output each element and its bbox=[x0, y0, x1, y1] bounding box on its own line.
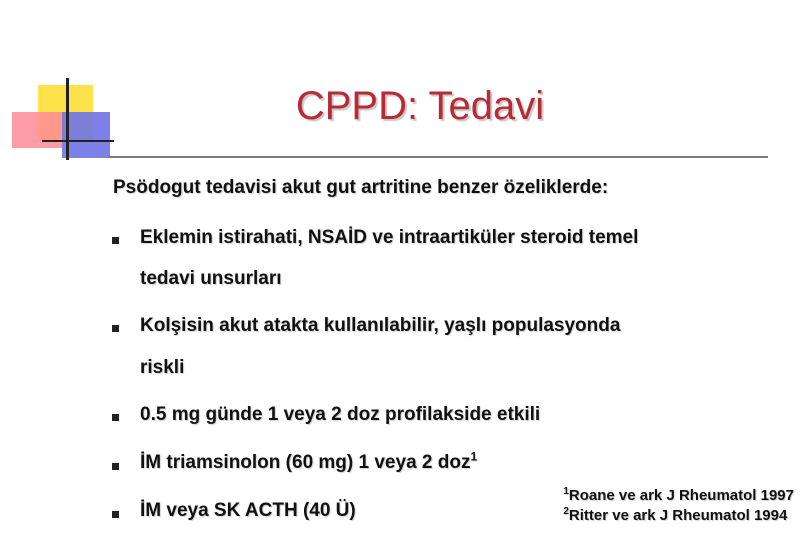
bullet-text: Kolşisin akut atakta kullanılabilir, yaşlı populasyonda bbox=[140, 315, 621, 336]
logo-vertical-line bbox=[66, 78, 69, 160]
bullet-marker bbox=[112, 325, 119, 332]
logo-horizontal-line bbox=[42, 140, 114, 142]
bullet-text-continuation: tedavi unsurları bbox=[140, 268, 282, 289]
bullet-text-main: İM triamsinolon (60 mg) 1 veya 2 doz bbox=[140, 452, 471, 473]
footnote-marker: 1 bbox=[470, 449, 478, 464]
title-underline bbox=[108, 156, 768, 158]
intro-text: Psödogut tedavisi akut gut artritine benzer özeliklerde: bbox=[113, 177, 609, 198]
reference-item bbox=[563, 486, 794, 506]
references bbox=[563, 486, 794, 526]
bullet-marker bbox=[112, 237, 119, 244]
bullet-text: İM veya SK ACTH (40 Ü) bbox=[140, 500, 356, 521]
reference-text: Roane ve ark J Rheumatol 1997 bbox=[568, 487, 794, 504]
logo-blue-square bbox=[62, 112, 110, 158]
bullet-text-continuation: riskli bbox=[140, 357, 185, 378]
logo-pink-square bbox=[12, 112, 62, 148]
reference-text: Ritter ve ark J Rheumatol 1994 bbox=[568, 507, 788, 524]
bullet-marker bbox=[112, 511, 119, 518]
reference-item bbox=[563, 506, 794, 526]
bullet-marker bbox=[112, 414, 119, 421]
reference-number: 2 bbox=[563, 506, 569, 517]
bullet-text bbox=[140, 449, 478, 474]
decorative-logo bbox=[0, 0, 110, 170]
bullet-marker bbox=[112, 463, 119, 470]
bullet-text: 0.5 mg günde 1 veya 2 doz profilakside etkili bbox=[140, 404, 541, 425]
reference-number: 1 bbox=[563, 486, 569, 497]
bullet-text: Eklemin istirahati, NSAİD ve intraartiküler steroid temel bbox=[140, 227, 639, 248]
slide-title: CPPD: Tedavi bbox=[295, 84, 545, 128]
